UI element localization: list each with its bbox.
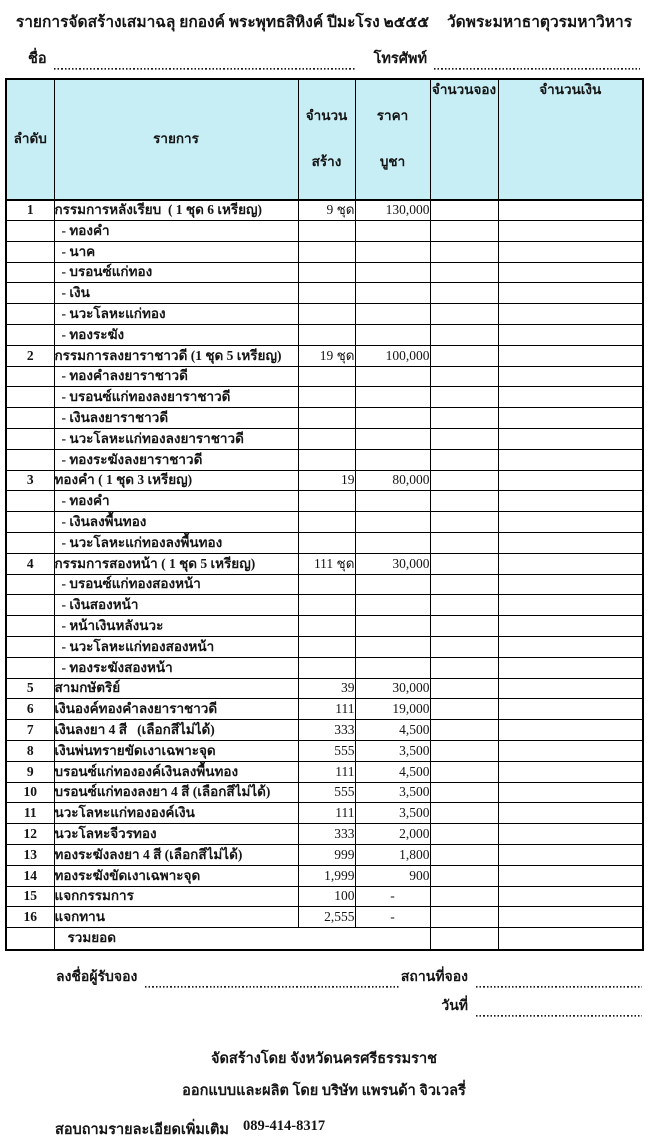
price-cell — [355, 221, 430, 242]
quantity-cell — [298, 221, 355, 242]
price-cell — [355, 325, 430, 346]
amount-fill-cell — [498, 221, 643, 242]
contact-line — [55, 1118, 648, 1141]
row-number-cell — [6, 262, 54, 283]
table-row — [6, 283, 643, 304]
item-name-cell: - เงินลงพื้นทอง — [54, 512, 298, 533]
sign-fill-field — [145, 975, 398, 988]
page-title-main: รายการจัดสร้างเสมาฉลุ ยกองค์ พระพุทธสิหิงค์ ปีมะโรง ๒๕๕๕ — [15, 14, 429, 31]
price-cell: 3,500 — [355, 782, 430, 803]
item-name-cell: - ทองระฆังสองหน้า — [54, 657, 298, 678]
table-row — [6, 741, 643, 762]
table-row — [6, 241, 643, 262]
quantity-cell: 100 — [298, 886, 355, 907]
table-row — [6, 824, 643, 845]
header-qty — [298, 79, 355, 200]
quantity-cell — [298, 366, 355, 387]
amount-fill-cell — [498, 595, 643, 616]
row-number-cell: 8 — [6, 741, 54, 762]
table-row — [6, 844, 643, 865]
price-cell — [355, 283, 430, 304]
item-name-cell: - นวะโลหะแก่ทองลงพื้นทอง — [54, 533, 298, 554]
row-number-cell: 5 — [6, 678, 54, 699]
page-title — [0, 9, 648, 34]
price-cell: 19,000 — [355, 699, 430, 720]
booking-fill-cell — [430, 491, 498, 512]
table-row — [6, 865, 643, 886]
quantity-cell: 999 — [298, 844, 355, 865]
quantity-cell — [298, 657, 355, 678]
price-cell: 80,000 — [355, 470, 430, 491]
quantity-cell: 333 — [298, 720, 355, 741]
item-name-cell: กรรมการหลังเรียบ ( 1 ชุด 6 เหรียญ) — [54, 200, 298, 221]
amount-fill-cell — [498, 637, 643, 658]
price-cell — [355, 637, 430, 658]
table-row — [6, 304, 643, 325]
table-row — [6, 387, 643, 408]
amount-fill-cell — [498, 699, 643, 720]
quantity-cell: 111 — [298, 699, 355, 720]
total-booking-cell — [430, 928, 498, 950]
booking-fill-cell — [430, 574, 498, 595]
booking-fill-cell — [430, 657, 498, 678]
table-row — [6, 429, 643, 450]
table-row — [6, 491, 643, 512]
item-name-cell: - บรอนซ์แก่ทองสองหน้า — [54, 574, 298, 595]
phone-label: โทรศัพท์ — [373, 51, 428, 67]
table-row — [6, 657, 643, 678]
price-cell — [355, 595, 430, 616]
row-number-cell: 13 — [6, 844, 54, 865]
amount-fill-cell — [498, 886, 643, 907]
quantity-cell: 2,555 — [298, 907, 355, 928]
quantity-cell: 111 ชุด — [298, 553, 355, 574]
price-cell — [355, 304, 430, 325]
booking-fill-cell — [430, 200, 498, 221]
header-booking: จำนวนจอง — [430, 79, 498, 200]
amount-fill-cell — [498, 616, 643, 637]
price-cell: 2,000 — [355, 824, 430, 845]
row-number-cell — [6, 637, 54, 658]
quantity-cell: 9 ชุด — [298, 200, 355, 221]
booking-fill-cell — [430, 699, 498, 720]
booking-fill-cell — [430, 844, 498, 865]
quantity-cell — [298, 512, 355, 533]
booking-fill-cell — [430, 408, 498, 429]
table-row — [6, 345, 643, 366]
total-row — [6, 928, 643, 950]
item-name-cell: - บรอนซ์แก่ทองลงยาราชาวดี — [54, 387, 298, 408]
signature-block — [54, 966, 642, 1017]
amount-fill-cell — [498, 470, 643, 491]
item-name-cell: เงินลงยา 4 สี (เลือกสีไม่ได้) — [54, 720, 298, 741]
row-number-cell: 16 — [6, 907, 54, 928]
credit-block — [0, 1047, 648, 1102]
table-row — [6, 720, 643, 741]
item-name-cell: - ทองคำ — [54, 221, 298, 242]
items-body — [6, 200, 643, 928]
amount-fill-cell — [498, 262, 643, 283]
table-row — [6, 512, 643, 533]
item-name-cell: - เงินสองหน้า — [54, 595, 298, 616]
row-number-cell — [6, 429, 54, 450]
row-number-cell — [6, 491, 54, 512]
contact-label: สอบถามรายละเอียดเพิ่มเติม — [55, 1121, 229, 1138]
row-number-cell: 2 — [6, 345, 54, 366]
booking-fill-cell — [430, 221, 498, 242]
price-cell — [355, 574, 430, 595]
item-name-cell: - เงินลงยาราชาวดี — [54, 408, 298, 429]
amount-fill-cell — [498, 844, 643, 865]
amount-fill-cell — [498, 387, 643, 408]
amount-fill-cell — [498, 241, 643, 262]
booking-fill-cell — [430, 429, 498, 450]
table-row — [6, 200, 643, 221]
booking-fill-cell — [430, 720, 498, 741]
row-number-cell — [6, 449, 54, 470]
item-name-cell: - ทองระฆัง — [54, 325, 298, 346]
table-row — [6, 761, 643, 782]
item-name-cell: - ทองระฆังลงยาราชาวดี — [54, 449, 298, 470]
table-row — [6, 637, 643, 658]
booking-fill-cell — [430, 803, 498, 824]
quantity-cell: 555 — [298, 741, 355, 762]
price-cell — [355, 533, 430, 554]
row-number-cell: 12 — [6, 824, 54, 845]
price-cell: 30,000 — [355, 553, 430, 574]
amount-fill-cell — [498, 907, 643, 928]
price-cell — [355, 657, 430, 678]
quantity-cell — [298, 387, 355, 408]
booking-fill-cell — [430, 470, 498, 491]
quantity-cell — [298, 429, 355, 450]
item-name-cell: กรรมการสองหน้า ( 1 ชุด 5 เหรียญ) — [54, 553, 298, 574]
page-title-temple: วัดพระมหาธาตุวรมหาวิหาร — [446, 14, 633, 31]
booking-fill-cell — [430, 304, 498, 325]
booking-fill-cell — [430, 366, 498, 387]
table-row — [6, 221, 643, 242]
header-price-line1: ราคา — [376, 108, 409, 124]
price-cell: 3,500 — [355, 741, 430, 762]
booking-fill-cell — [430, 741, 498, 762]
item-name-cell: - นวะโลหะแก่ทอง — [54, 304, 298, 325]
row-number-cell: 7 — [6, 720, 54, 741]
quantity-cell: 111 — [298, 803, 355, 824]
header-amount: จำนวนเงิน — [498, 79, 643, 200]
amount-fill-cell — [498, 782, 643, 803]
row-number-cell: 4 — [6, 553, 54, 574]
date-fill-field — [476, 1004, 642, 1017]
table-row — [6, 803, 643, 824]
booking-fill-cell — [430, 553, 498, 574]
item-name-cell: กรรมการลงยาราชาวดี (1 ชุด 5 เหรียญ) — [54, 345, 298, 366]
item-name-cell: - นาค — [54, 241, 298, 262]
quantity-cell — [298, 262, 355, 283]
total-label-cell: รวมยอด — [54, 928, 430, 950]
booking-fill-cell — [430, 595, 498, 616]
table-row — [6, 470, 643, 491]
name-fill-field — [54, 57, 356, 70]
quantity-cell: 333 — [298, 824, 355, 845]
amount-fill-cell — [498, 200, 643, 221]
amount-fill-cell — [498, 657, 643, 678]
quantity-cell: 19 ชุด — [298, 345, 355, 366]
made-by-line: จัดสร้างโดย จังหวัดนครศรีธรรมราช — [211, 1050, 437, 1067]
amount-fill-cell — [498, 283, 643, 304]
amount-fill-cell — [498, 304, 643, 325]
quantity-cell: 19 — [298, 470, 355, 491]
item-name-cell: สามกษัตริย์ — [54, 678, 298, 699]
booking-fill-cell — [430, 678, 498, 699]
table-row — [6, 907, 643, 928]
row-number-cell — [6, 657, 54, 678]
amount-fill-cell — [498, 325, 643, 346]
price-cell: 900 — [355, 865, 430, 886]
quantity-cell — [298, 491, 355, 512]
table-row — [6, 449, 643, 470]
price-cell — [355, 491, 430, 512]
row-number-cell: 10 — [6, 782, 54, 803]
booking-fill-cell — [430, 345, 498, 366]
contact-phone: 089-414-8317 — [242, 1117, 326, 1134]
booking-fill-cell — [430, 512, 498, 533]
booking-fill-cell — [430, 616, 498, 637]
amount-fill-cell — [498, 345, 643, 366]
quantity-cell — [298, 595, 355, 616]
amount-fill-cell — [498, 741, 643, 762]
quantity-cell — [298, 449, 355, 470]
quantity-cell: 1,999 — [298, 865, 355, 886]
table-row — [6, 886, 643, 907]
amount-fill-cell — [498, 429, 643, 450]
booking-fill-cell — [430, 761, 498, 782]
header-qty-line2: สร้าง — [311, 153, 342, 169]
quantity-cell — [298, 241, 355, 262]
quantity-cell — [298, 616, 355, 637]
quantity-cell: 111 — [298, 761, 355, 782]
price-cell — [355, 262, 430, 283]
item-name-cell: - นวะโลหะแก่ทองลงยาราชาวดี — [54, 429, 298, 450]
table-row — [6, 408, 643, 429]
date-label: วันที่ — [441, 998, 468, 1014]
item-name-cell: ทองคำ ( 1 ชุด 3 เหรียญ) — [54, 470, 298, 491]
booking-fill-cell — [430, 907, 498, 928]
booking-fill-cell — [430, 241, 498, 262]
price-cell: 30,000 — [355, 678, 430, 699]
item-name-cell: - เงิน — [54, 283, 298, 304]
table-row — [6, 366, 643, 387]
total-amount-cell — [498, 928, 643, 950]
item-name-cell: นวะโลหะแก่ทององค์เงิน — [54, 803, 298, 824]
quantity-cell — [298, 533, 355, 554]
total-body — [6, 928, 643, 950]
header-no: ลำดับ — [6, 79, 54, 200]
price-cell — [355, 366, 430, 387]
date-row — [54, 995, 642, 1017]
phone-fill-field — [434, 57, 640, 70]
table-row — [6, 553, 643, 574]
signature-row — [54, 966, 642, 988]
amount-fill-cell — [498, 865, 643, 886]
table-row — [6, 595, 643, 616]
price-cell: 4,500 — [355, 761, 430, 782]
amount-fill-cell — [498, 761, 643, 782]
price-cell: - — [355, 886, 430, 907]
identity-line — [28, 47, 640, 70]
quantity-cell — [298, 574, 355, 595]
row-number-cell — [6, 512, 54, 533]
row-number-cell: 11 — [6, 803, 54, 824]
item-name-cell: - หน้าเงินหลังนวะ — [54, 616, 298, 637]
booking-fill-cell — [430, 886, 498, 907]
row-number-cell — [6, 304, 54, 325]
amount-fill-cell — [498, 553, 643, 574]
quantity-cell — [298, 283, 355, 304]
row-number-cell — [6, 595, 54, 616]
item-name-cell: - นวะโลหะแก่ทองสองหน้า — [54, 637, 298, 658]
booking-fill-cell — [430, 283, 498, 304]
place-fill-field — [476, 975, 642, 988]
header-item: รายการ — [54, 79, 298, 200]
booking-fill-cell — [430, 637, 498, 658]
quantity-cell — [298, 304, 355, 325]
booking-fill-cell — [430, 325, 498, 346]
amount-fill-cell — [498, 574, 643, 595]
amount-fill-cell — [498, 803, 643, 824]
row-number-cell: 9 — [6, 761, 54, 782]
table-row — [6, 782, 643, 803]
item-name-cell: - ทองคำลงยาราชาวดี — [54, 366, 298, 387]
price-cell — [355, 449, 430, 470]
price-cell: 3,500 — [355, 803, 430, 824]
price-cell — [355, 241, 430, 262]
row-number-cell — [6, 616, 54, 637]
item-name-cell: บรอนซ์แก่ทองลงยา 4 สี (เลือกสีไม่ได้) — [54, 782, 298, 803]
table-row — [6, 325, 643, 346]
price-cell — [355, 408, 430, 429]
item-name-cell: ทองระฆังลงยา 4 สี (เลือกสีไม่ได้) — [54, 844, 298, 865]
price-cell — [355, 616, 430, 637]
booking-fill-cell — [430, 262, 498, 283]
total-no-cell — [6, 928, 54, 950]
table-row — [6, 699, 643, 720]
booking-fill-cell — [430, 449, 498, 470]
row-number-cell: 14 — [6, 865, 54, 886]
place-label: สถานที่จอง — [400, 969, 468, 985]
item-name-cell: - บรอนซ์แก่ทอง — [54, 262, 298, 283]
amount-fill-cell — [498, 824, 643, 845]
table-header — [6, 79, 643, 200]
price-cell: 1,800 — [355, 844, 430, 865]
row-number-cell — [6, 387, 54, 408]
header-price — [355, 79, 430, 200]
item-name-cell: เงินองค์ทองคำลงยาราชาวดี — [54, 699, 298, 720]
item-name-cell: นวะโลหะจีวรทอง — [54, 824, 298, 845]
row-number-cell — [6, 325, 54, 346]
item-name-cell: แจกทาน — [54, 907, 298, 928]
row-number-cell: 1 — [6, 200, 54, 221]
price-cell: 4,500 — [355, 720, 430, 741]
quantity-cell: 555 — [298, 782, 355, 803]
row-number-cell: 15 — [6, 886, 54, 907]
table-row — [6, 262, 643, 283]
order-table — [5, 78, 644, 951]
amount-fill-cell — [498, 533, 643, 554]
price-cell: - — [355, 907, 430, 928]
amount-fill-cell — [498, 491, 643, 512]
name-label: ชื่อ — [28, 51, 47, 67]
header-price-line2: บูชา — [379, 153, 406, 169]
price-cell: 130,000 — [355, 200, 430, 221]
row-number-cell — [6, 366, 54, 387]
price-cell — [355, 387, 430, 408]
row-number-cell — [6, 408, 54, 429]
amount-fill-cell — [498, 720, 643, 741]
sign-label: ลงชื่อผู้รับจอง — [56, 969, 138, 985]
amount-fill-cell — [498, 366, 643, 387]
amount-fill-cell — [498, 449, 643, 470]
item-name-cell: ทองระฆังขัดเงาเฉพาะจุด — [54, 865, 298, 886]
price-cell — [355, 429, 430, 450]
row-number-cell: 3 — [6, 470, 54, 491]
item-name-cell: บรอนซ์แก่ทององค์เงินลงพื้นทอง — [54, 761, 298, 782]
header-qty-line1: จำนวน — [305, 108, 348, 124]
row-number-cell — [6, 241, 54, 262]
row-number-cell: 6 — [6, 699, 54, 720]
table-row — [6, 574, 643, 595]
booking-fill-cell — [430, 824, 498, 845]
amount-fill-cell — [498, 408, 643, 429]
quantity-cell — [298, 637, 355, 658]
price-cell: 100,000 — [355, 345, 430, 366]
amount-fill-cell — [498, 678, 643, 699]
booking-fill-cell — [430, 865, 498, 886]
booking-fill-cell — [430, 387, 498, 408]
row-number-cell — [6, 283, 54, 304]
table-row — [6, 533, 643, 554]
booking-fill-cell — [430, 533, 498, 554]
quantity-cell — [298, 408, 355, 429]
designed-by-line: ออกแบบและผลิต โดย บริษัท แพรนด้า จิวเวลรี่ — [182, 1082, 466, 1099]
row-number-cell — [6, 221, 54, 242]
quantity-cell: 39 — [298, 678, 355, 699]
price-cell — [355, 512, 430, 533]
table-row — [6, 678, 643, 699]
booking-fill-cell — [430, 782, 498, 803]
item-name-cell: - ทองคำ — [54, 491, 298, 512]
table-row — [6, 616, 643, 637]
item-name-cell: เงินพ่นทรายขัดเงาเฉพาะจุด — [54, 741, 298, 762]
quantity-cell — [298, 325, 355, 346]
item-name-cell: แจกกรรมการ — [54, 886, 298, 907]
row-number-cell — [6, 533, 54, 554]
row-number-cell — [6, 574, 54, 595]
amount-fill-cell — [498, 512, 643, 533]
